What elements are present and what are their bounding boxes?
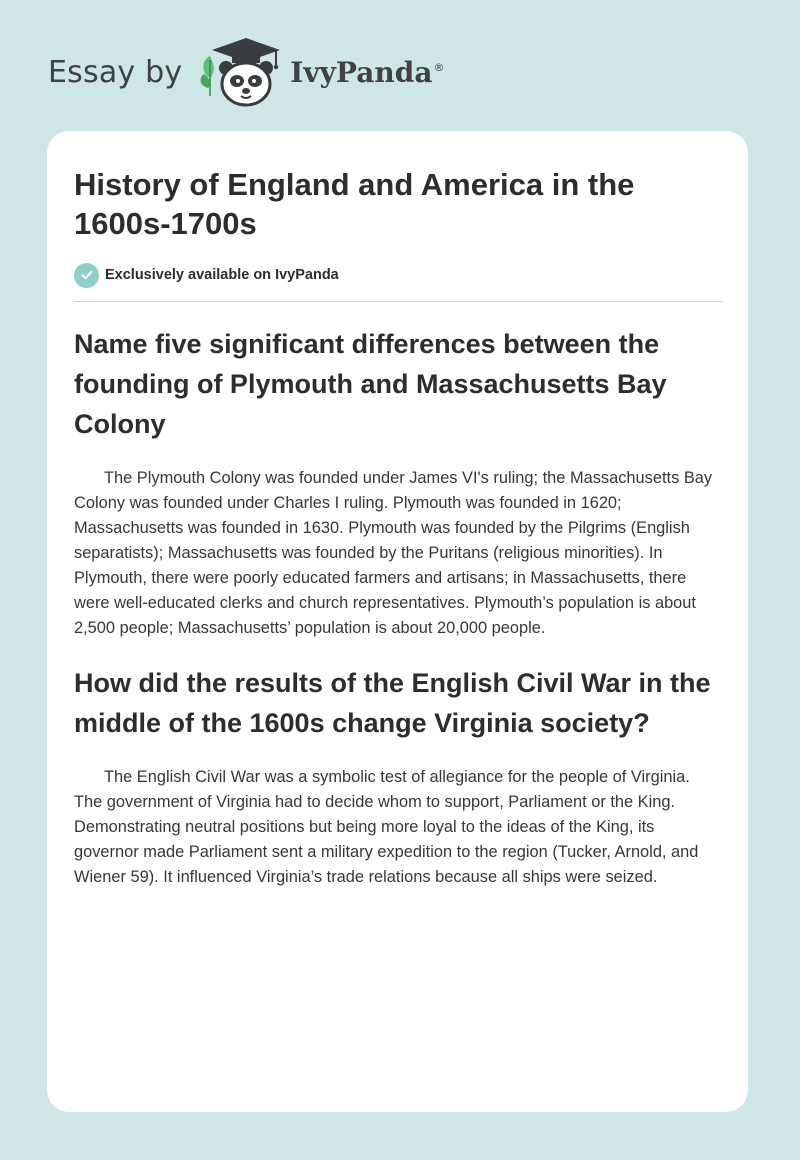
brand-name-text: IvyPanda	[290, 55, 433, 89]
section-heading: How did the results of the English Civil War in the middle of the 1600s change Virginia society?	[74, 668, 711, 738]
brand-name	[290, 56, 444, 89]
section-paragraph: The Plymouth Colony was founded under James VI's ruling; the Massachusetts Bay Colony was founded under Charles I ruling. Plymouth was founded in 1620; Massachusetts was founded in 1630. Plymouth was founded by the Pilgrims (English separatists); Massachusetts was founded by the Puritans (religious minorities). In Plymouth, there were poorly educated farmers and artisans; in Massachusetts, there were well-educated clerks and church representatives. Plymouth’s population is about 2,500 people; Massachusetts’ population is about 20,000 people.	[74, 469, 713, 637]
section-paragraph: The English Civil War was a symbolic test of allegiance for the people of Virginia. The government of Virginia had to decide whom to support, Parliament or the King. Demonstrating neutral positions but being more loyal to the ideas of the King, its governor made Parliament sent a military expedition to the region (Tucker, Arnold, and Wiener 59). It influenced Virginia’s trade relations because all ships were seized.	[74, 768, 699, 886]
brand-prefix: Essay by	[48, 54, 183, 90]
page-title: History of England and America in the 1600s-1700s	[74, 167, 635, 241]
panda-graduate-logo-icon	[196, 36, 286, 108]
registered-mark: ®	[433, 61, 445, 75]
check-circle-icon	[74, 263, 99, 288]
brand-header	[48, 36, 444, 108]
essay-card	[47, 131, 748, 1112]
section-heading: Name five significant differences between the founding of Plymouth and Massachusetts Bay Colony	[74, 329, 667, 439]
divider	[74, 301, 723, 302]
exclusive-badge	[74, 261, 722, 289]
badge-label: Exclusively available on IvyPanda	[105, 267, 339, 283]
